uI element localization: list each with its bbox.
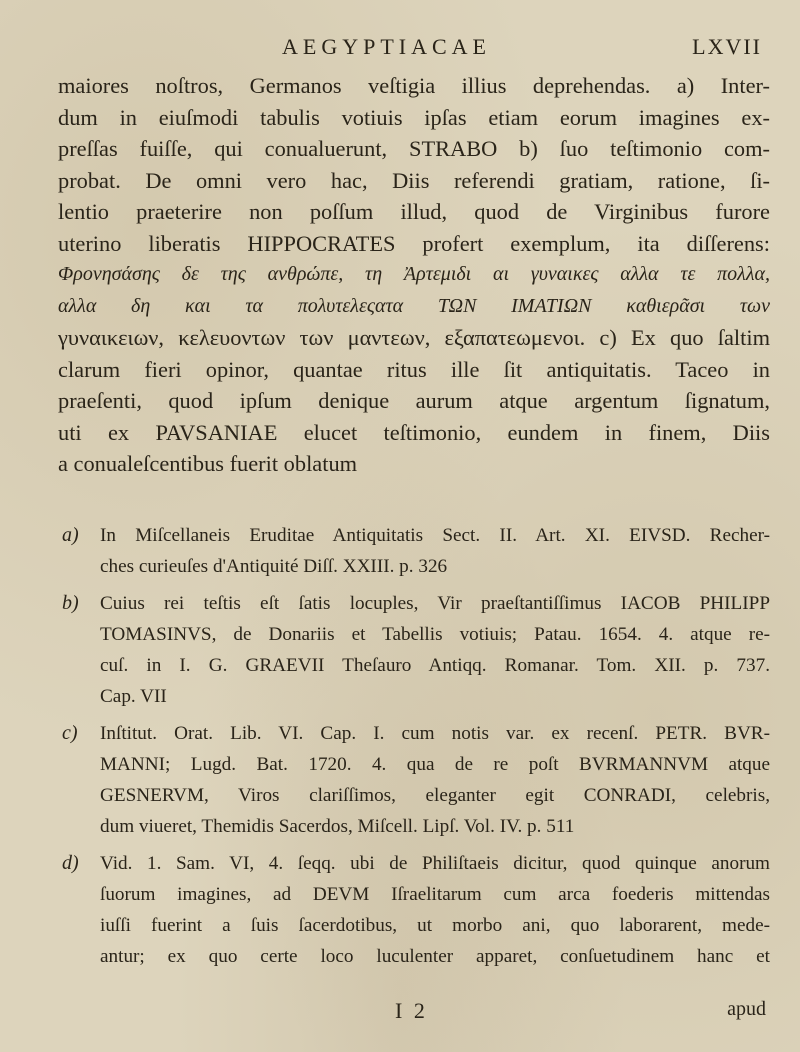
footnote-marker: b) <box>62 592 79 614</box>
page-number: LXVII <box>692 34 762 59</box>
signature-mark: I 2 <box>395 998 428 1023</box>
footnote-line: Vid. 1. Sam. VI, 4. ſeqq. ubi de Philiſtaeis dicitur, quod quinque anorum <box>100 853 770 874</box>
footnote-line: In Miſcellaneis Eruditae Antiquitatis Sect. II. Art. XI. EIVSD. Recher- <box>100 525 770 546</box>
footnote-line: TOMASINVS, de Donariis et Tabellis votiuis; Patau. 1654. 4. atque re- <box>100 624 770 645</box>
text-line: probat. De omni vero hac, Diis referendi gratiam, ratione, ſi- <box>58 167 770 193</box>
footnote-marker: a) <box>62 524 79 546</box>
footnote-line: Inſtitut. Orat. Lib. VI. Cap. I. cum notis var. ex recenſ. PETR. BVR- <box>100 723 770 744</box>
footnotes <box>62 520 770 978</box>
greek-quotation-line: Φρονησάσης δε της ανθρώπε, τη Ἀρτεμιδι αι γυναικες αλλα τε πολλα, <box>58 263 770 285</box>
footnote-line: dum viueret, Themidis Sacerdos, Miſcell. Lipſ. Vol. IV. p. 511 <box>100 816 575 837</box>
main-text <box>58 70 770 480</box>
text-line: uti ex PAVSANIAE elucet teſtimonio, eundem in finem, Diis <box>58 419 770 445</box>
text-line: clarum fieri opinor, quantae ritus ille ſit antiquitatis. Taceo in <box>58 356 770 382</box>
footnote-line: Cuius rei teſtis eſt ſatis locuples, Vir praeſtantiſſimus IACOB PHILIPP <box>100 593 770 614</box>
footnote-marker: c) <box>62 722 78 744</box>
text-line: preſſas fuiſſe, qui conualuerunt, STRABO b) ſuo teſtimonio com- <box>58 136 770 161</box>
footnote-line: iuſſi fuerint a ſuis ſacerdotibus, ut morbo ani, quo laborarent, mede- <box>100 915 770 936</box>
footnote-d <box>62 848 770 972</box>
footnote-marker: d) <box>62 852 79 874</box>
footnote-c <box>62 718 770 842</box>
text-line: lentio praeterire non poſſum illud, quod de Virginibus furore <box>58 199 770 224</box>
text-line: γυναικειων, κελευοντων των μαντεων, εξαπατεωμενοι. c) Ex quo ſaltim <box>58 325 770 350</box>
footnote-a <box>62 520 770 582</box>
running-title: AEGYPTIACAE <box>282 34 491 59</box>
footnote-b <box>62 588 770 712</box>
catchword: apud <box>727 998 766 1020</box>
page-header <box>60 30 762 66</box>
text-line: a conualeſcentibus fuerit oblatum <box>58 451 358 476</box>
text-line: praeſenti, quod ipſum denique aurum atque argentum ſignatum, <box>58 388 770 413</box>
footnote-line: antur; ex quo certe loco luculenter apparet, conſuetudinem hanc et <box>100 946 770 967</box>
footnote-line: cuſ. in I. G. GRAEVII Theſauro Antiqq. Romanar. Tom. XII. p. 737. <box>100 655 770 676</box>
greek-quotation-line: αλλα δη και τα πολυτελεςατα ΤΩΝ ΙΜΑΤΙΩΝ καθιερᾶσι των <box>58 294 770 317</box>
footnote-line: ſuorum imagines, ad DEVM Iſraelitarum cum arca foederis mittendas <box>100 884 770 905</box>
footnote-line: GESNERVM, Viros clariſſimos, eleganter egit CONRADI, celebris, <box>100 785 770 806</box>
footnote-line: Cap. VII <box>100 686 167 707</box>
text-line: uterino liberatis HIPPOCRATES profert exemplum, ita diſſerens: <box>58 230 770 256</box>
text-line: maiores noſtros, Germanos veſtigia illius deprehendas. a) Inter- <box>58 73 770 98</box>
text-line: dum in eiuſmodi tabulis votiuis ipſas etiam eorum imagines ex- <box>58 104 770 130</box>
footnote-line: ches curieuſes d'Antiquité Diſſ. XXIII. p. 326 <box>100 556 448 577</box>
footnote-line: MANNI; Lugd. Bat. 1720. 4. qua de re poſt BVRMANNVM atque <box>100 754 770 775</box>
